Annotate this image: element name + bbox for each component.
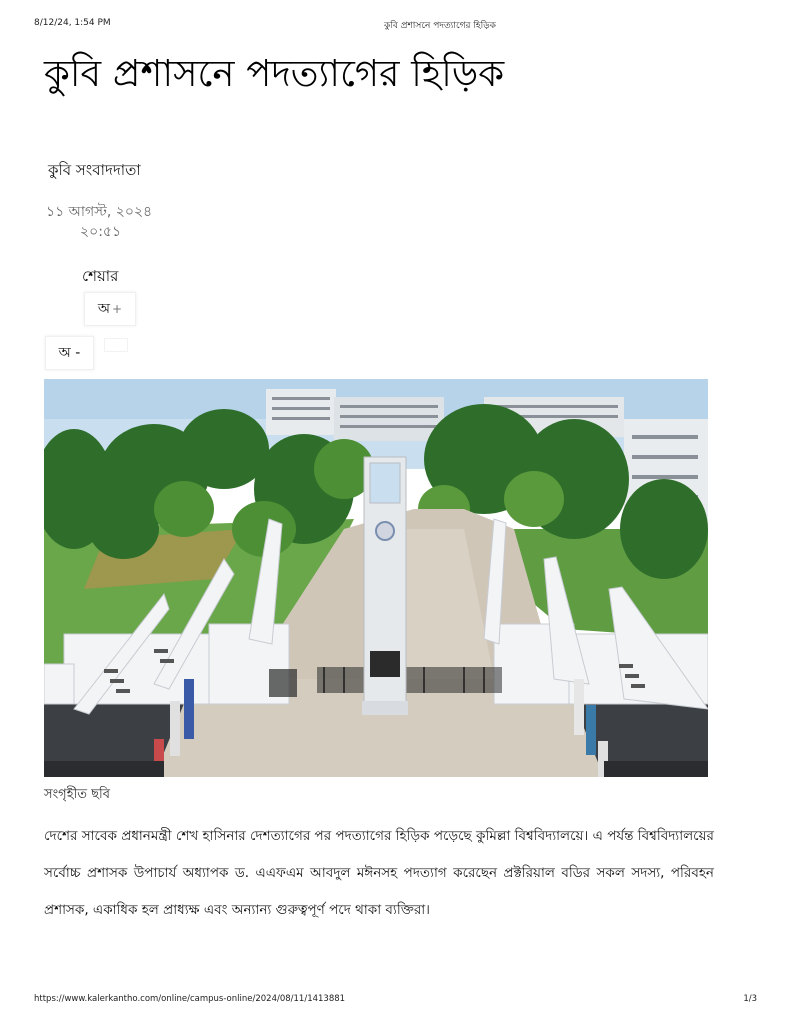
- publish-date-day: ১১ আগস্ট, ২০২৪: [46, 204, 153, 220]
- plus-icon: +: [112, 302, 123, 316]
- byline[interactable]: কুবি সংবাদদাতা: [48, 161, 141, 179]
- font-increase-glyph: অ: [97, 301, 111, 317]
- article-body: দেশের সাবেক প্রধানমন্ত্রী শেখ হাসিনার দেশত্যাগের পর পদত্যাগের হিড়িক পড়েছে কুমিল্লা বিশ্ববিদ্যালয়ে। এ পর্যন্ত বিশ্ববিদ্যালয়ের সর্বোচ্চ প্রশাসক উপাচার্য অধ্যাপক ড. এএফএম আবদুল মঈনসহ পদত্যাগ করেছেন প্রক্টরিয়াল বডির সকল সদস্য, পরিবহন প্রশাসক, একাধিক হল প্রাধ্যক্ষ এবং অন্যান্য গুরুত্বপূর্ণ পদে থাকা ব্যক্তিরা।: [44, 828, 714, 918]
- font-reset-button[interactable]: [104, 338, 128, 352]
- print-url[interactable]: https://www.kalerkantho.com/online/campus-online/2024/08/11/1413881: [34, 994, 346, 1004]
- publish-time: ২০:৫১: [80, 224, 122, 240]
- print-page-number: 1/3: [743, 994, 757, 1004]
- print-header: [34, 18, 757, 32]
- campus-gate-photo: [44, 379, 708, 777]
- image-caption: সংগৃহীত ছবি: [44, 787, 110, 802]
- font-increase-button[interactable]: [84, 292, 136, 326]
- publish-date: [46, 202, 152, 242]
- print-page-title: কুবি প্রশাসনে পদত্যাগের হিড়িক: [384, 21, 496, 31]
- share-label[interactable]: শেয়ার: [82, 267, 119, 285]
- print-timestamp: 8/12/24, 1:54 PM: [34, 18, 111, 28]
- print-footer: [34, 994, 757, 1004]
- font-decrease-button[interactable]: অ -: [45, 336, 94, 370]
- headline: কুবি প্রশাসনে পদত্যাগের হিড়িক: [44, 52, 505, 95]
